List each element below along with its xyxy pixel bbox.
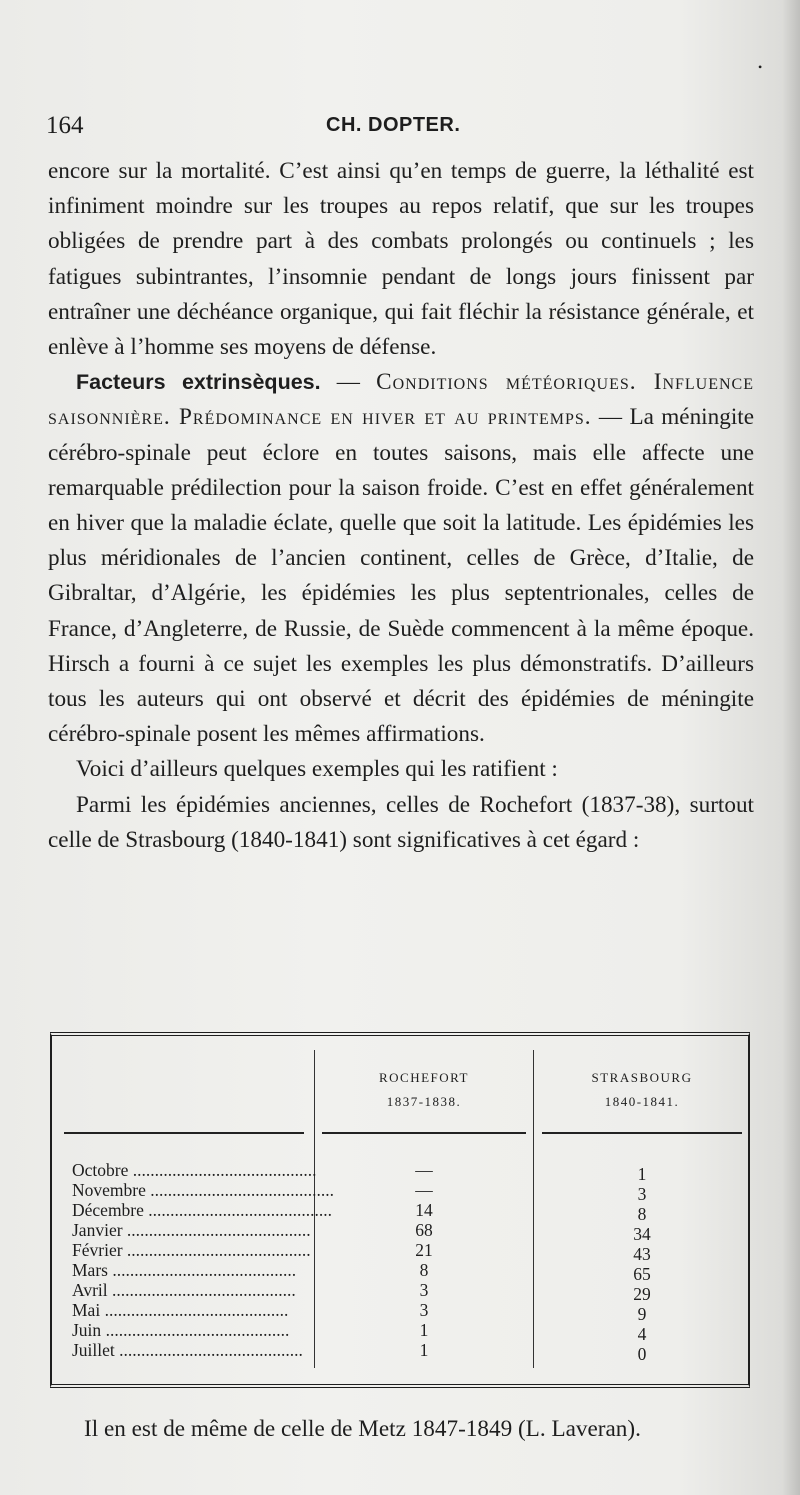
strasbourg-cell: 29 — [633, 1284, 651, 1304]
month-cell: Octobre .......................................... — [72, 1160, 317, 1180]
strasbourg-cell: 8 — [637, 1204, 647, 1224]
section-title: Facteurs extrinsèques. — [76, 370, 321, 395]
ink-mark: • — [758, 60, 763, 74]
page-edge-shadow — [782, 0, 800, 1495]
column-title: ROCHEFORT — [378, 1070, 469, 1085]
strasbourg-cell: 43 — [633, 1244, 651, 1264]
paragraph-mortality: encore sur la mortalité. C’est ainsi qu’en temps de guerre, la léthalité est infiniment moindre sur les troupes au repos relatif, que sur les troupes obligées de prendre part à des combats prolongés ou continuels ; les fatigues subintrantes, l’insomnie pendant de longs jours finissent par entraîner une déchéance organique, qui fait fléchir la résistance générale, et enlève à l’homme ses moyens de défense. — [48, 158, 754, 361]
table-body — [72, 1160, 732, 1364]
table-row — [72, 1340, 732, 1364]
section-body: — La méningite cérébro-spinale peut éclore en toutes saisons, mais elle affecte une remarquable prédilection pour la saison froide. C’est en effet généralement en hiver que la maladie éclate, quelle que soit la latitude. Les épidémies les plus méridionales de l’ancien continent, celles de Grèce, d’Italie, de Gibraltar, d’Algérie, les épidémies les plus septentrionales, celles de France, d’Angleterre, de Russie, de Suède commencent à la même époque. Hirsch a fourni à ce sujet les exemples les plus démonstratifs. D’ailleurs tous les auteurs qui ont observé et décrit des épidémies de méningite cérébro-spinale posent les mêmes affirmations. — [48, 404, 754, 748]
table-row — [72, 1180, 732, 1204]
month-cell: Juillet .......................................... — [72, 1340, 303, 1360]
header-rule — [542, 1132, 742, 1134]
paragraph-examples-intro: Voici d’ailleurs quelques exemples qui les ratifient : — [76, 756, 558, 783]
section-dash: — — [320, 369, 377, 396]
table-row — [72, 1320, 732, 1344]
table-row — [72, 1220, 732, 1244]
rochefort-cell: — — [415, 1180, 433, 1200]
section-subtitle: Conditions météoriques. Influence saisonnière. Prédominance en hiver et au printemps. — [48, 369, 754, 431]
page-number: 164 — [46, 112, 84, 139]
rochefort-cell: 3 — [419, 1280, 429, 1300]
rochefort-cell: 1 — [419, 1320, 429, 1340]
month-cell: Février .......................................... — [72, 1240, 311, 1260]
strasbourg-cell: 3 — [637, 1184, 647, 1204]
column-years: 1840-1841. — [604, 1094, 680, 1109]
table-row — [72, 1240, 732, 1264]
month-cell: Juin .......................................... — [72, 1320, 290, 1340]
column-title: STRASBOURG — [591, 1070, 693, 1085]
month-cell: Mai .......................................... — [72, 1300, 289, 1320]
column-header-rochefort — [322, 1066, 526, 1114]
table-row — [72, 1280, 732, 1304]
rochefort-cell: 68 — [415, 1220, 433, 1240]
rochefort-cell: 21 — [415, 1240, 433, 1260]
table-row — [72, 1260, 732, 1284]
rochefort-cell: — — [415, 1160, 433, 1180]
table-row — [72, 1300, 732, 1324]
strasbourg-cell: 34 — [633, 1224, 651, 1244]
header-rule — [64, 1132, 304, 1134]
table-row — [72, 1200, 732, 1224]
page-header — [46, 112, 756, 146]
strasbourg-cell: 1 — [637, 1164, 647, 1184]
running-head: CH. DOPTER. — [326, 114, 461, 136]
column-header-strasbourg — [542, 1066, 742, 1114]
table-row — [72, 1160, 732, 1184]
closing-sentence: Il en est de même de celle de Metz 1847-1849 (L. Laveran). — [84, 1416, 641, 1442]
rochefort-cell: 1 — [419, 1340, 429, 1360]
body-text — [48, 154, 754, 858]
month-cell: Novembre .......................................... — [72, 1180, 334, 1200]
paragraph-extrinsic-factors — [48, 365, 754, 752]
rochefort-cell: 8 — [419, 1260, 429, 1280]
strasbourg-cell: 65 — [633, 1264, 651, 1284]
strasbourg-cell: 9 — [637, 1304, 647, 1324]
column-years: 1837-1838. — [386, 1094, 462, 1109]
rochefort-cell: 3 — [419, 1300, 429, 1320]
month-cell: Avril .......................................... — [72, 1280, 296, 1300]
strasbourg-cell: 0 — [637, 1344, 647, 1364]
month-cell: Décembre .......................................... — [72, 1200, 333, 1220]
strasbourg-cell: 4 — [637, 1324, 647, 1344]
header-rule — [322, 1132, 526, 1134]
rochefort-cell: 14 — [415, 1200, 433, 1220]
paragraph-ancient-epidemics: Parmi les épidémies anciennes, celles de Rochefort (1837-38), surtout celle de Strasbourg (1840-1841) sont significatives à cet égard : — [48, 791, 754, 853]
month-cell: Janvier .......................................... — [72, 1220, 311, 1240]
epidemic-table — [50, 1032, 750, 1388]
month-cell: Mars .......................................... — [72, 1260, 297, 1280]
